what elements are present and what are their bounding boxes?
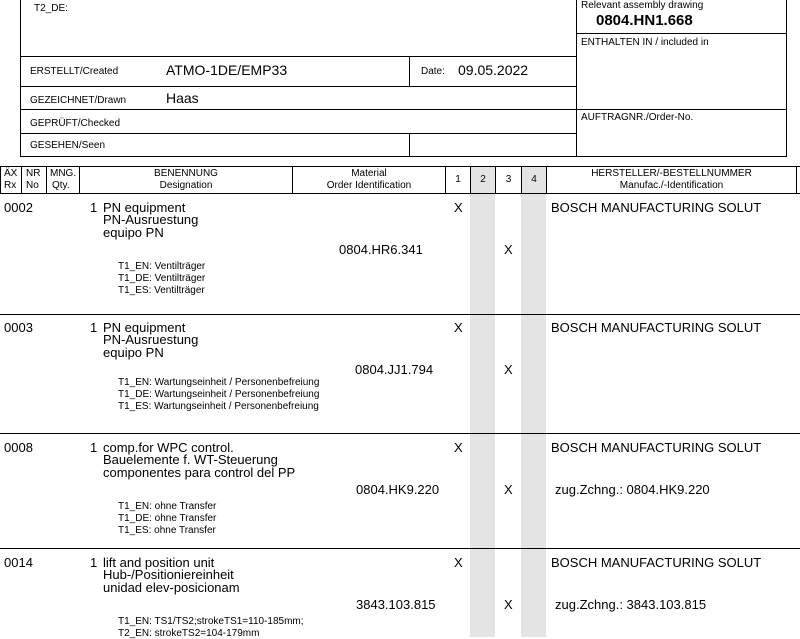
- hdr-date-divider: [409, 56, 410, 86]
- row-note-de: T1_DE: ohne Transfer: [118, 513, 217, 524]
- row-separator: [0, 314, 800, 315]
- row-note-en: T1_EN: TS1/TS2;strokeTS1=110-185mm;: [118, 616, 304, 627]
- seen-label: GESEHEN/Seen: [30, 140, 106, 151]
- div-nr-mng: [46, 166, 47, 194]
- row-mark-col3: X: [504, 597, 513, 612]
- included-in-label: ENTHALTEN IN / included in: [581, 37, 709, 48]
- row-designation-de: PN-Ausruestung: [103, 332, 199, 347]
- col-ax-h1: ÄX: [4, 168, 18, 179]
- row-note-de: T2_EN: strokeTS2=104-179mm: [118, 628, 260, 639]
- hdr-line-6: [20, 156, 786, 157]
- row-position: 0008: [4, 440, 33, 455]
- row-designation-es: equipo PN: [103, 225, 164, 240]
- row-designation-en: PN equipment: [103, 320, 186, 335]
- row-note-de: T1_DE: Ventilträger: [118, 273, 206, 284]
- relevant-drawing-value: 0804.HN1.668: [596, 12, 693, 29]
- tbl-left-border: [0, 166, 1, 194]
- row-mark-col1: X: [454, 200, 463, 215]
- row-note-es: T1_ES: Ventilträger: [118, 285, 205, 296]
- row-mark-col1: X: [454, 320, 463, 335]
- hdr-seen-divider: [409, 133, 410, 156]
- col-mat-h2: Order Identification: [326, 180, 412, 191]
- hdr-line-4: [20, 109, 786, 110]
- row-position: 0002: [4, 200, 33, 215]
- row-material: 3843.103.815: [356, 597, 436, 612]
- row-material: 0804.HK9.220: [356, 482, 440, 497]
- row-designation-es: unidad elev-posicionam: [103, 580, 240, 595]
- table-row: [0, 198, 800, 316]
- row-position: 0014: [4, 555, 33, 570]
- col-her-h1: HERSTELLER/-BESTELLNUMMER: [591, 168, 752, 179]
- hdr-line-2: [20, 56, 576, 57]
- table-row: [0, 318, 800, 436]
- col-3-h: 3: [505, 174, 512, 185]
- tbl-head-bottom: [0, 193, 800, 194]
- row-mark-col3: X: [504, 482, 513, 497]
- hdr-right-border: [786, 0, 787, 157]
- hdr-line-1: [576, 33, 786, 34]
- col-mng-h2: Qty.: [52, 180, 70, 191]
- tbl-top-line: [0, 166, 800, 167]
- table-row: [0, 553, 800, 637]
- col-ax-h2: Rx: [4, 180, 17, 191]
- row-manufacturer: BOSCH MANUFACTURING SOLUT: [551, 440, 762, 455]
- col-ben-h1: BENENNUNG: [154, 168, 218, 179]
- created-value: ATMO-1DE/EMP33: [166, 62, 288, 78]
- drawn-label: GEZEICHNET/Drawn: [30, 95, 127, 106]
- row-designation-es: equipo PN: [103, 345, 164, 360]
- row-note-en: T1_EN: ohne Transfer: [118, 501, 217, 512]
- row-note-de: T1_DE: Wartungseinheit / Personenbefreiung: [118, 389, 320, 400]
- row-mark-col3: X: [504, 362, 513, 377]
- t2-de-label: T2_DE:: [34, 3, 68, 14]
- row-manufacturer-ref: zug.Zchng.: 0804.HK9.220: [555, 482, 710, 497]
- row-note-en: T1_EN: Wartungseinheit / Personenbefreiung: [118, 377, 320, 388]
- col-mng-h1: MNG.: [50, 168, 77, 179]
- row-designation-de: Hub-/Positioniereinheit: [103, 567, 234, 582]
- row-mark-col1: X: [454, 440, 463, 455]
- row-quantity: 1: [90, 555, 98, 570]
- row-note-en: T1_EN: Ventilträger: [118, 261, 206, 272]
- row-designation-en: PN equipment: [103, 200, 186, 215]
- row-quantity: 1: [90, 320, 98, 335]
- row-separator: [0, 548, 800, 549]
- created-label: ERSTELLT/Created: [30, 66, 119, 77]
- row-manufacturer: BOSCH MANUFACTURING SOLUT: [551, 320, 762, 335]
- drawn-value: Haas: [166, 90, 199, 106]
- row-manufacturer: BOSCH MANUFACTURING SOLUT: [551, 200, 762, 215]
- row-manufacturer-ref: zug.Zchng.: 3843.103.815: [555, 597, 707, 612]
- order-no-label: AUFTRAGNR./Order-No.: [581, 112, 694, 123]
- row-position: 0003: [4, 320, 33, 335]
- row-quantity: 1: [90, 440, 98, 455]
- col-1-h: 1: [455, 174, 461, 185]
- date-value: 09.05.2022: [458, 62, 529, 78]
- checked-label: GEPRÜFT/Checked: [30, 118, 121, 129]
- col-nr-h2: No: [26, 180, 39, 191]
- row-designation-en: comp.for WPC control.: [103, 440, 234, 455]
- hdr-line-3: [20, 86, 576, 87]
- row-note-es: T1_ES: Wartungseinheit / Personenbefreiung: [118, 401, 319, 412]
- hdr-mid-border: [576, 0, 577, 157]
- row-mark-col3: X: [504, 242, 513, 257]
- row-designation-de: PN-Ausruestung: [103, 212, 199, 227]
- row-note-es: T1_ES: ohne Transfer: [118, 525, 216, 536]
- hdr-line-5: [20, 133, 576, 134]
- col-her-h2: Manufac./-Identification: [619, 180, 724, 191]
- row-separator: [0, 433, 800, 434]
- col-4-h: 4: [531, 174, 537, 185]
- row-designation-de: Bauelemente f. WT-Steuerung: [103, 452, 278, 467]
- date-label: Date:: [421, 66, 445, 77]
- table-row: [0, 438, 800, 548]
- col-mat-h1: Material: [351, 168, 387, 179]
- row-quantity: 1: [90, 200, 98, 215]
- row-material: 0804.HR6.341: [339, 242, 423, 257]
- col-2-h: 2: [480, 174, 486, 185]
- div-ax-nr: [21, 166, 22, 194]
- row-designation-es: componentes para control del PP: [103, 465, 296, 480]
- row-manufacturer: BOSCH MANUFACTURING SOLUT: [551, 555, 762, 570]
- col-nr-h1: NR: [26, 168, 41, 179]
- col-ben-h2: Designation: [159, 180, 213, 191]
- row-material: 0804.JJ1.794: [355, 362, 434, 377]
- tbl-right-border: [796, 166, 797, 194]
- relevant-drawing-label: Relevant assembly drawing: [581, 0, 704, 11]
- row-mark-col1: X: [454, 555, 463, 570]
- row-designation-en: lift and position unit: [103, 555, 215, 570]
